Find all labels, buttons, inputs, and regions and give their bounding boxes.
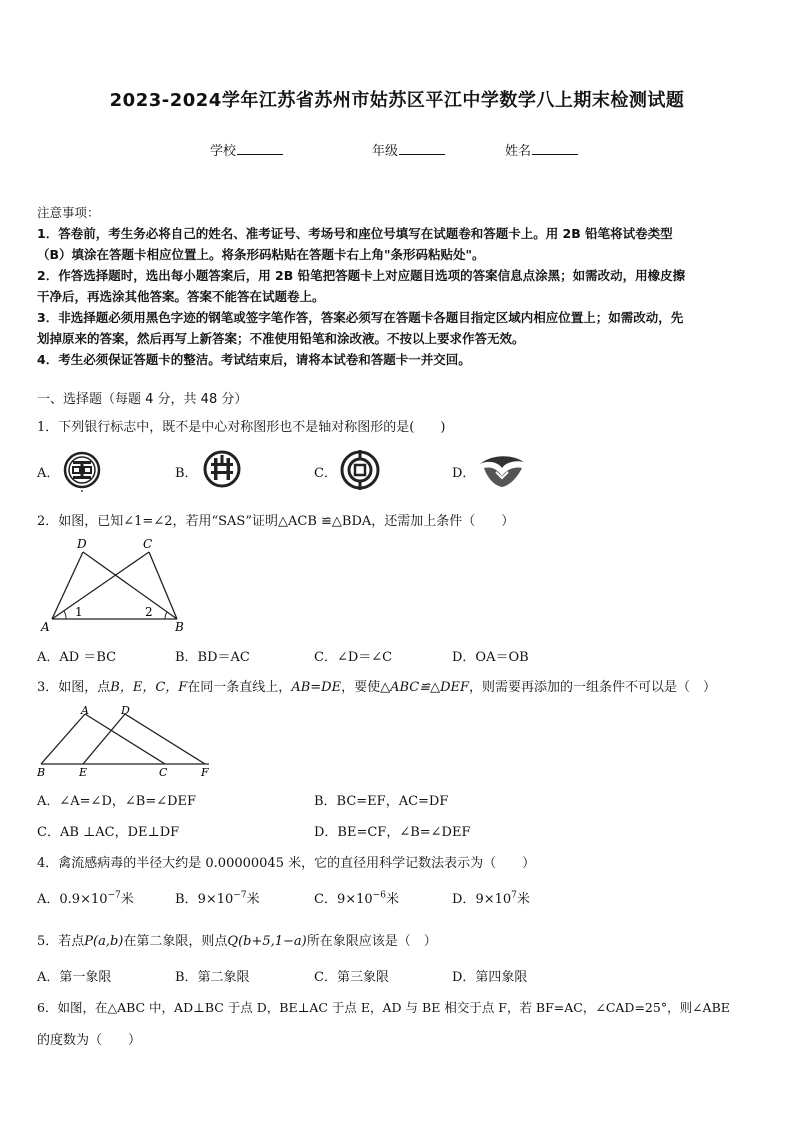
q3-label-a: A [81, 704, 89, 717]
q1-option-b[interactable] [175, 462, 198, 481]
q4-option-d-mantissa: 9×10 [475, 892, 512, 907]
q5-option-b[interactable]: B．第二象限 [175, 970, 250, 985]
q1-option-a-label: A． [37, 466, 60, 481]
exam-notes [37, 202, 759, 370]
q5-point-q: Q(b+5,1−a) [227, 934, 307, 949]
question-6-stem-line1: 6．如图，在△ABC 中，AD⊥BC 于点 D，BE⊥AC 于点 E，AD 与 BE 相交于点 F，若 BF=AC，∠CAD=25°，则∠ABE [37, 1000, 730, 1015]
q4-option-d-label: D． [452, 892, 476, 907]
grade-label: 年级 [372, 144, 399, 159]
name-blank[interactable] [532, 142, 578, 155]
q4-option-a[interactable] [37, 888, 134, 907]
q2-option-b[interactable]: B．BD＝AC [175, 650, 250, 665]
q1-option-c-label: C． [314, 466, 337, 481]
q2-option-a[interactable]: A．AD ＝BC [37, 650, 117, 665]
q5-option-c[interactable]: C．第三象限 [314, 970, 389, 985]
q3-stem-mid: 在同一条直线上， [187, 680, 292, 695]
notes-heading: 注意事项： [37, 205, 100, 220]
q2-label-a: A [41, 620, 50, 634]
q5-stem-prefix: 5．若点 [37, 934, 85, 949]
q4-option-d-unit: 米 [516, 892, 530, 907]
question-2-stem: 2．如图，已知∠1=∠2，若用“SAS”证明△ACB ≌△BDA，还需加上条件（ ） [37, 514, 515, 529]
bank-logo-d-icon [476, 450, 528, 490]
name-field [505, 140, 578, 159]
notes-line: 3．非选择题必须用黑色字迹的钢笔或签字笔作答，答案必须写在答题卡各题目指定区域内相应位置上；如需改动，先 [37, 310, 684, 325]
q5-stem-suffix: 所在象限应该是（ ） [306, 934, 437, 949]
q3-option-b[interactable]: B．BC=EF，AC=DF [314, 794, 449, 809]
question-4-stem: 4．禽流感病毒的半径大约是 0.00000045 米，它的直径用科学记数法表示为（ ） [37, 856, 536, 871]
q1-option-c[interactable] [314, 462, 337, 481]
q2-label-b: B [175, 620, 184, 634]
notes-line: 4．考生必须保证答题卡的整洁。考试结束后，请将本试卷和答题卡一并交回。 [37, 352, 471, 367]
q4-option-c-mantissa: 9×10 [336, 892, 373, 907]
question-6-stem-line2: 的度数为（ ） [37, 1033, 142, 1048]
q2-triangle-figure [37, 538, 197, 634]
grade-blank[interactable] [399, 142, 445, 155]
q4-option-b[interactable] [175, 888, 260, 907]
q5-point-p: P(a,b) [84, 934, 124, 949]
q2-label-angle2: 2 [145, 605, 153, 619]
q3-label-f: F [201, 766, 209, 779]
school-field [210, 140, 283, 159]
q1-option-a[interactable] [37, 462, 59, 481]
q1-option-b-label: B． [175, 466, 198, 481]
q3-stem-suffix: ，则需要再添加的一组条件不可以是（ ） [469, 680, 717, 695]
q3-label-d: D [121, 704, 130, 717]
q3-option-a[interactable]: A．∠A=∠D，∠B=∠DEF [37, 794, 197, 809]
name-label: 姓名 [505, 144, 532, 159]
q3-stem-cond: AB=DE [291, 680, 342, 695]
q2-option-c[interactable]: C．∠D＝∠C [314, 650, 393, 665]
question-5-stem [37, 930, 437, 949]
q3-option-d[interactable]: D．BE=CF，∠B=∠DEF [314, 825, 471, 840]
q3-label-b: B [37, 766, 46, 779]
q5-stem-mid: 在第二象限，则点 [123, 934, 228, 949]
q4-option-d-exponent: 7 [511, 890, 517, 901]
q2-label-c: C [143, 538, 153, 551]
bank-logo-c-icon [339, 449, 381, 491]
q4-option-a-unit: 米 [120, 892, 134, 907]
q4-option-a-label: A． [37, 892, 60, 907]
school-label: 学校 [210, 144, 237, 159]
notes-line: 干净后，再选涂其他答案。答案不能答在试题卷上。 [37, 289, 325, 304]
notes-line: 1．答卷前，考生务必将自己的姓名、准考证号、考场号和座位号填写在试题卷和答题卡上。用 2B 铅笔将试卷类型 [37, 226, 673, 241]
q1-option-d-label: D． [452, 466, 476, 481]
exam-title: 2023-2024学年江苏省苏州市姑苏区平江中学数学八上期末检测试题 [109, 90, 685, 111]
q4-option-b-unit: 米 [246, 892, 260, 907]
q3-option-c[interactable]: C．AB ⊥AC，DE⊥DF [37, 825, 180, 840]
question-3-stem [37, 676, 716, 695]
notes-line: 划掉原来的答案，然后再写上新答案；不准使用铅笔和涂改液。不按以上要求作答无效。 [37, 331, 525, 346]
q3-stem-prefix: 3．如图，点 [37, 680, 111, 695]
q3-stem-cong: △ABC≌△DEF [380, 680, 470, 695]
section-title: 一、选择题（每题 4 分，共 48 分） [37, 392, 248, 407]
grade-field [372, 140, 445, 159]
q4-option-c-exponent: −6 [372, 890, 386, 901]
q4-option-a-mantissa: 0.9×10 [59, 892, 108, 907]
notes-line: 2．作答选择题时，选出每小题答案后，用 2B 铅笔把答题卡上对应题目选项的答案信息点涂黑；如需改动，用橡皮擦 [37, 268, 686, 283]
q3-triangle-figure [37, 704, 217, 780]
school-blank[interactable] [237, 142, 283, 155]
q1-option-d[interactable] [452, 462, 475, 481]
q3-stem-mid2: ，要使 [341, 680, 381, 695]
q4-option-a-exponent: −7 [107, 890, 121, 901]
q2-label-d: D [77, 538, 87, 551]
notes-line: （B）填涂在答题卡相应位置上。将条形码粘贴在答题卡右上角"条形码粘贴处"。 [37, 247, 485, 262]
q4-option-d[interactable] [452, 888, 530, 907]
q4-option-b-label: B． [175, 892, 198, 907]
q2-label-angle1: 1 [75, 605, 83, 619]
q4-option-c-label: C． [314, 892, 337, 907]
q5-option-a[interactable]: A．第一象限 [37, 970, 112, 985]
bank-logo-a-icon [62, 450, 102, 494]
q3-label-e: E [79, 766, 88, 779]
q4-option-c-unit: 米 [385, 892, 399, 907]
question-1-stem: 1．下列银行标志中，既不是中心对称图形也不是轴对称图形的是( ) [37, 420, 446, 435]
q4-option-c[interactable] [314, 888, 399, 907]
q4-option-b-exponent: −7 [233, 890, 247, 901]
q2-option-d[interactable]: D．OA＝OB [452, 650, 529, 665]
q4-option-b-mantissa: 9×10 [197, 892, 234, 907]
q3-stem-points: B，E，C，F [110, 680, 188, 695]
bank-logo-b-icon [202, 449, 242, 489]
q5-option-d[interactable]: D．第四象限 [452, 970, 528, 985]
q3-label-c: C [159, 766, 168, 779]
